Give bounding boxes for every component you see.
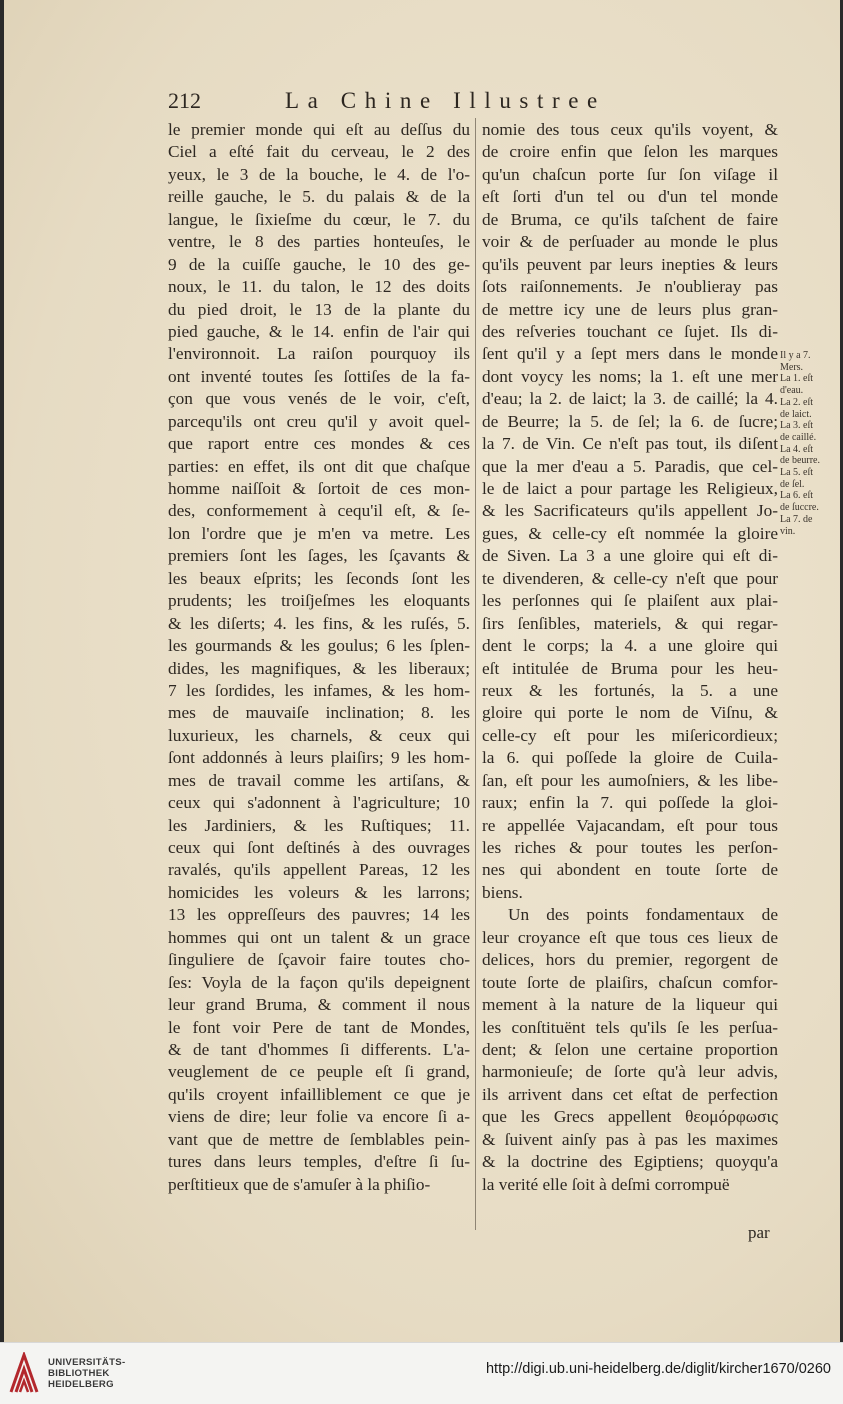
- source-url-link[interactable]: http://digi.ub.uni-heidelberg.de/diglit/kircher1670/0260: [485, 1361, 831, 1377]
- library-name-line: BIBLIOTHEK: [48, 1368, 110, 1379]
- text-line: vant que de mettre de ſemblables pein-: [168, 1129, 470, 1149]
- text-line: ſent qu'il y a ſept mers dans le monde: [482, 344, 778, 364]
- margin-note-line: vin.: [780, 525, 796, 537]
- text-line: les beaux eſprits; les ſeconds ſont les: [168, 568, 470, 588]
- text-line: Un des points fondamentaux de: [508, 905, 778, 925]
- text-line: les conſtituënt tels qu'ils ſe les perſua-: [482, 1017, 778, 1037]
- text-line: ceux qui s'adonnent à l'agriculture; 10: [168, 793, 470, 813]
- text-line: noux, le 11. du talon, le 12 des doits: [168, 277, 470, 297]
- text-line: les Jardiniers, & les Ruſtiques; 11.: [168, 815, 470, 835]
- text-line: veuglement de ce peuple eſt ſi grand,: [168, 1062, 470, 1082]
- text-line: les gourmands & les goulus; 6 les ſplen-: [168, 636, 470, 656]
- text-line: 13 les oppreſſeurs des pauvres; 14 les: [168, 905, 470, 925]
- text-line: ont inventé toutes ſes ſottiſes de la fa-: [168, 366, 470, 386]
- text-line: leur grand Bruma, & comment il nous: [168, 995, 470, 1015]
- text-line: de mettre icy une de leurs plus gran-: [482, 299, 778, 319]
- margin-note-line: de caillé.: [780, 431, 817, 443]
- column-divider: [475, 118, 476, 1230]
- text-line: çon que vous venés de le voir, c'eſt,: [168, 389, 470, 409]
- text-line: dent le corps; la 4. a une gloire qui: [482, 636, 778, 656]
- text-line: ſont addonnés à leurs plaiſirs; 9 les hom-: [168, 748, 470, 768]
- text-line: & les diſerts; 4. les fins, & les ruſés, 5.: [168, 613, 470, 633]
- text-line: qu'ils peuvent par leurs inepties & leurs: [482, 254, 778, 274]
- margin-note-line: La 7. de: [780, 513, 813, 525]
- book-page: [4, 0, 840, 1342]
- text-line: parties: en effet, ils ont dit que chaſque: [168, 456, 470, 476]
- margin-note-line: de ſuccre.: [780, 502, 819, 514]
- text-line: mes de mauvaiſe inclination; 8. les: [168, 703, 470, 723]
- text-line: la 7. de Vin. Ce n'eſt pas tout, ils diſent: [482, 434, 778, 454]
- text-line: que la mer d'eau a 5. Paradis, que cel-: [482, 456, 778, 476]
- text-line: ceux qui ſont deſtinés à des ouvrages: [168, 838, 470, 857]
- text-line: ſes: Voyla de la façon qu'ils depeignent: [168, 972, 470, 992]
- text-line: qu'ils croyent infailliblement ce que je: [168, 1084, 470, 1104]
- text-line: nomie des tous ceux qu'ils voyent, &: [482, 120, 778, 139]
- text-line: le de laict a pour partage les Religieux,: [482, 479, 778, 498]
- text-line: la 6. qui poſſede la gloire de Cuila-: [482, 748, 778, 768]
- right-text-column: [482, 119, 778, 1249]
- text-line: & ſuivent ainſy pas à pas les maximes: [482, 1129, 778, 1149]
- running-title: La Chine Illustree: [285, 88, 606, 113]
- margin-note-line: de beurre.: [780, 455, 820, 467]
- text-line: les perſonnes qui ſe plaiſent aux plai-: [482, 591, 778, 611]
- text-line: re appellée Vajacandam, eſt pour tous: [482, 815, 778, 835]
- margin-note-line: La 4. eſt: [780, 443, 814, 455]
- text-line: hommes qui ont un talent & un grace: [168, 927, 470, 947]
- text-line: la verité elle ſoit à deſmi corrompuë: [482, 1174, 730, 1194]
- margin-note-line: La 2. eſt: [780, 396, 814, 408]
- text-line: que les Grecs appellent θεομόρφωσις: [482, 1107, 778, 1127]
- text-line: dont voycy les noms; la 1. eſt une mer: [482, 366, 778, 386]
- text-line: des reſveries touchant ce ſujet. Ils di-: [482, 321, 778, 341]
- text-line: leur croyance eſt que tous ces lieux de: [482, 927, 778, 947]
- margin-notes: [780, 350, 836, 537]
- text-line: reux & les fortunés, la 5. a une: [482, 680, 778, 700]
- page-header: [168, 88, 768, 118]
- text-line: tures dans leurs temples, d'eſtre ſi ſu-: [168, 1152, 470, 1172]
- catchword: par: [748, 1223, 770, 1242]
- text-line: viens de dire; leur folie va encore ſi a-: [168, 1107, 470, 1127]
- margin-note-line: La 1. eſt: [780, 373, 814, 385]
- text-line: des, conformement à cequ'il eſt, & ſe-: [168, 501, 470, 521]
- text-line: dides, les magnifiques, & les liberaux;: [168, 658, 470, 678]
- text-line: ſan, eſt pour les aumoſniers, & les libe-: [482, 770, 778, 790]
- margin-note-line: de laict.: [780, 408, 812, 420]
- library-name-line: UNIVERSITÄTS-: [48, 1357, 126, 1368]
- text-line: toute ſorte de plaiſirs, chaſcun comfor-: [482, 972, 778, 992]
- text-line: homme naiſſoit & ſortoit de ces mon-: [168, 479, 470, 498]
- text-line: lon l'ordre que je m'en va metre. Les: [168, 523, 470, 543]
- text-line: ventre, le 8 des parties honteuſes, le: [168, 232, 470, 252]
- text-line: harmonieuſe; de ſorte qu'à leur advis,: [482, 1062, 778, 1082]
- text-line: mes de travail comme les artiſans, &: [168, 770, 470, 790]
- text-line: homicides les voleurs & les larrons;: [168, 882, 470, 902]
- margin-note-line: La 3. eſt: [780, 420, 814, 432]
- text-line: d'eau; la 2. de laict; la 3. de caillé; la 4.: [482, 389, 778, 409]
- margin-note-line: La 5. eſt: [780, 467, 814, 479]
- text-line: & les Sacrificateurs qu'ils appellent Jo-: [482, 501, 778, 521]
- text-line: te divenderen, & celle-cy n'eſt que pour: [482, 568, 778, 588]
- text-line: voir & de perſuader au monde le plus: [482, 232, 778, 252]
- text-line: ils arrivent dans cet eſtat de perfection: [482, 1084, 778, 1104]
- text-line: eſt intitulée de Bruma pour les heu-: [482, 658, 778, 678]
- text-line: parcequ'ils ont creu qu'il y avoit quel-: [168, 411, 470, 431]
- text-line: raux; enfin la 7. qui poſſede la gloi-: [482, 793, 778, 813]
- margin-note-line: d'eau.: [780, 385, 804, 397]
- text-line: & la doctrine des Egiptiens; quoyqu'a: [482, 1152, 778, 1172]
- text-line: ſinguliere de ſçavoir faire toutes cho-: [168, 950, 470, 970]
- text-line: perſtitieux que de s'amuſer à la phiſio-: [168, 1174, 431, 1194]
- text-line: mement à la nature de la liqueur qui: [482, 995, 778, 1015]
- viewer-footer: [0, 1342, 843, 1404]
- library-name-line: HEIDELBERG: [48, 1379, 114, 1390]
- text-line: reille gauche, le 5. du palais & de la: [168, 187, 470, 207]
- text-line: gloire qui porte le nom de Viſnu, &: [482, 703, 778, 723]
- text-line: de Beurre; la 5. de ſel; la 6. de ſucre;: [482, 411, 778, 431]
- library-name: [48, 1357, 125, 1390]
- text-line: ravalés, qu'ils appellent Pareas, 12 les: [168, 860, 470, 880]
- text-line: dent; & ſelon une certaine proportion: [482, 1039, 778, 1059]
- text-line: gues, & celle-cy eſt nommée la gloire: [482, 523, 778, 543]
- text-line: qu'un chaſcun porte ſur ſon viſage il: [482, 164, 778, 184]
- text-line: 9 de la cuiſſe gauche, le 10 des ge-: [168, 254, 470, 274]
- library-logo-icon: [8, 1352, 40, 1394]
- text-line: le premier monde qui eſt au deſſus du: [168, 120, 470, 139]
- margin-note-line: de ſel.: [780, 478, 805, 490]
- text-line: de Bruma, ce qu'ils taſchent de faire: [482, 209, 778, 229]
- text-line: & de tant d'hommes ſi differents. L'a-: [168, 1039, 470, 1059]
- text-line: premiers ſont les ſages, les ſçavants &: [168, 546, 470, 566]
- text-line: l'environnoit. La raiſon pourquoy ils: [168, 344, 470, 364]
- text-line: eſt ſorti d'un tel ou d'un tel monde: [482, 187, 778, 207]
- text-line: 7 les ſordides, les infames, & les hom-: [168, 680, 470, 700]
- text-line: luxurieux, les charnels, & ceux qui: [168, 725, 470, 745]
- text-line: nes qui abondent en toute ſorte de: [482, 860, 778, 880]
- page-number: 212: [168, 88, 201, 113]
- margin-note-line: Il y a 7.: [780, 350, 811, 361]
- text-line: prudents; les troiſjeſmes les eloquants: [168, 591, 470, 611]
- text-line: du pied droit, le 13 de la plante du: [168, 299, 470, 319]
- text-line: ſirs ſenſibles, materiels, & qui regar-: [482, 613, 778, 633]
- text-line: le font voir Pere de tant de Mondes,: [168, 1017, 470, 1037]
- text-line: langue, le ſixieſme du cœur, le 7. du: [168, 209, 470, 229]
- text-line: delices, hors du premier, regorgent de: [482, 950, 778, 970]
- text-line: ſots raiſonnements. Je n'oublieray pas: [482, 277, 778, 297]
- text-line: celle-cy eſt pour les miſericordieux;: [482, 725, 778, 745]
- left-text-column: [168, 119, 470, 1249]
- text-line: de croire enfin que ſelon les marques: [482, 142, 778, 162]
- text-line: que raport entre ces mondes & ces: [168, 434, 470, 454]
- text-line: les riches & pour toutes les perſon-: [482, 838, 778, 857]
- margin-note-line: La 6. eſt: [780, 490, 814, 502]
- text-line: Ciel a eſté fait du cerveau, le 2 des: [168, 142, 470, 162]
- margin-note-line: Mers.: [780, 361, 804, 373]
- text-line: biens.: [482, 882, 523, 902]
- text-line: pied gauche, & le 14. enfin de l'air qui: [168, 321, 470, 341]
- text-line: de Siven. La 3 a une gloire qui eſt di-: [482, 546, 778, 566]
- text-line: yeux, le 3 de la bouche, le 4. de l'o-: [168, 164, 470, 184]
